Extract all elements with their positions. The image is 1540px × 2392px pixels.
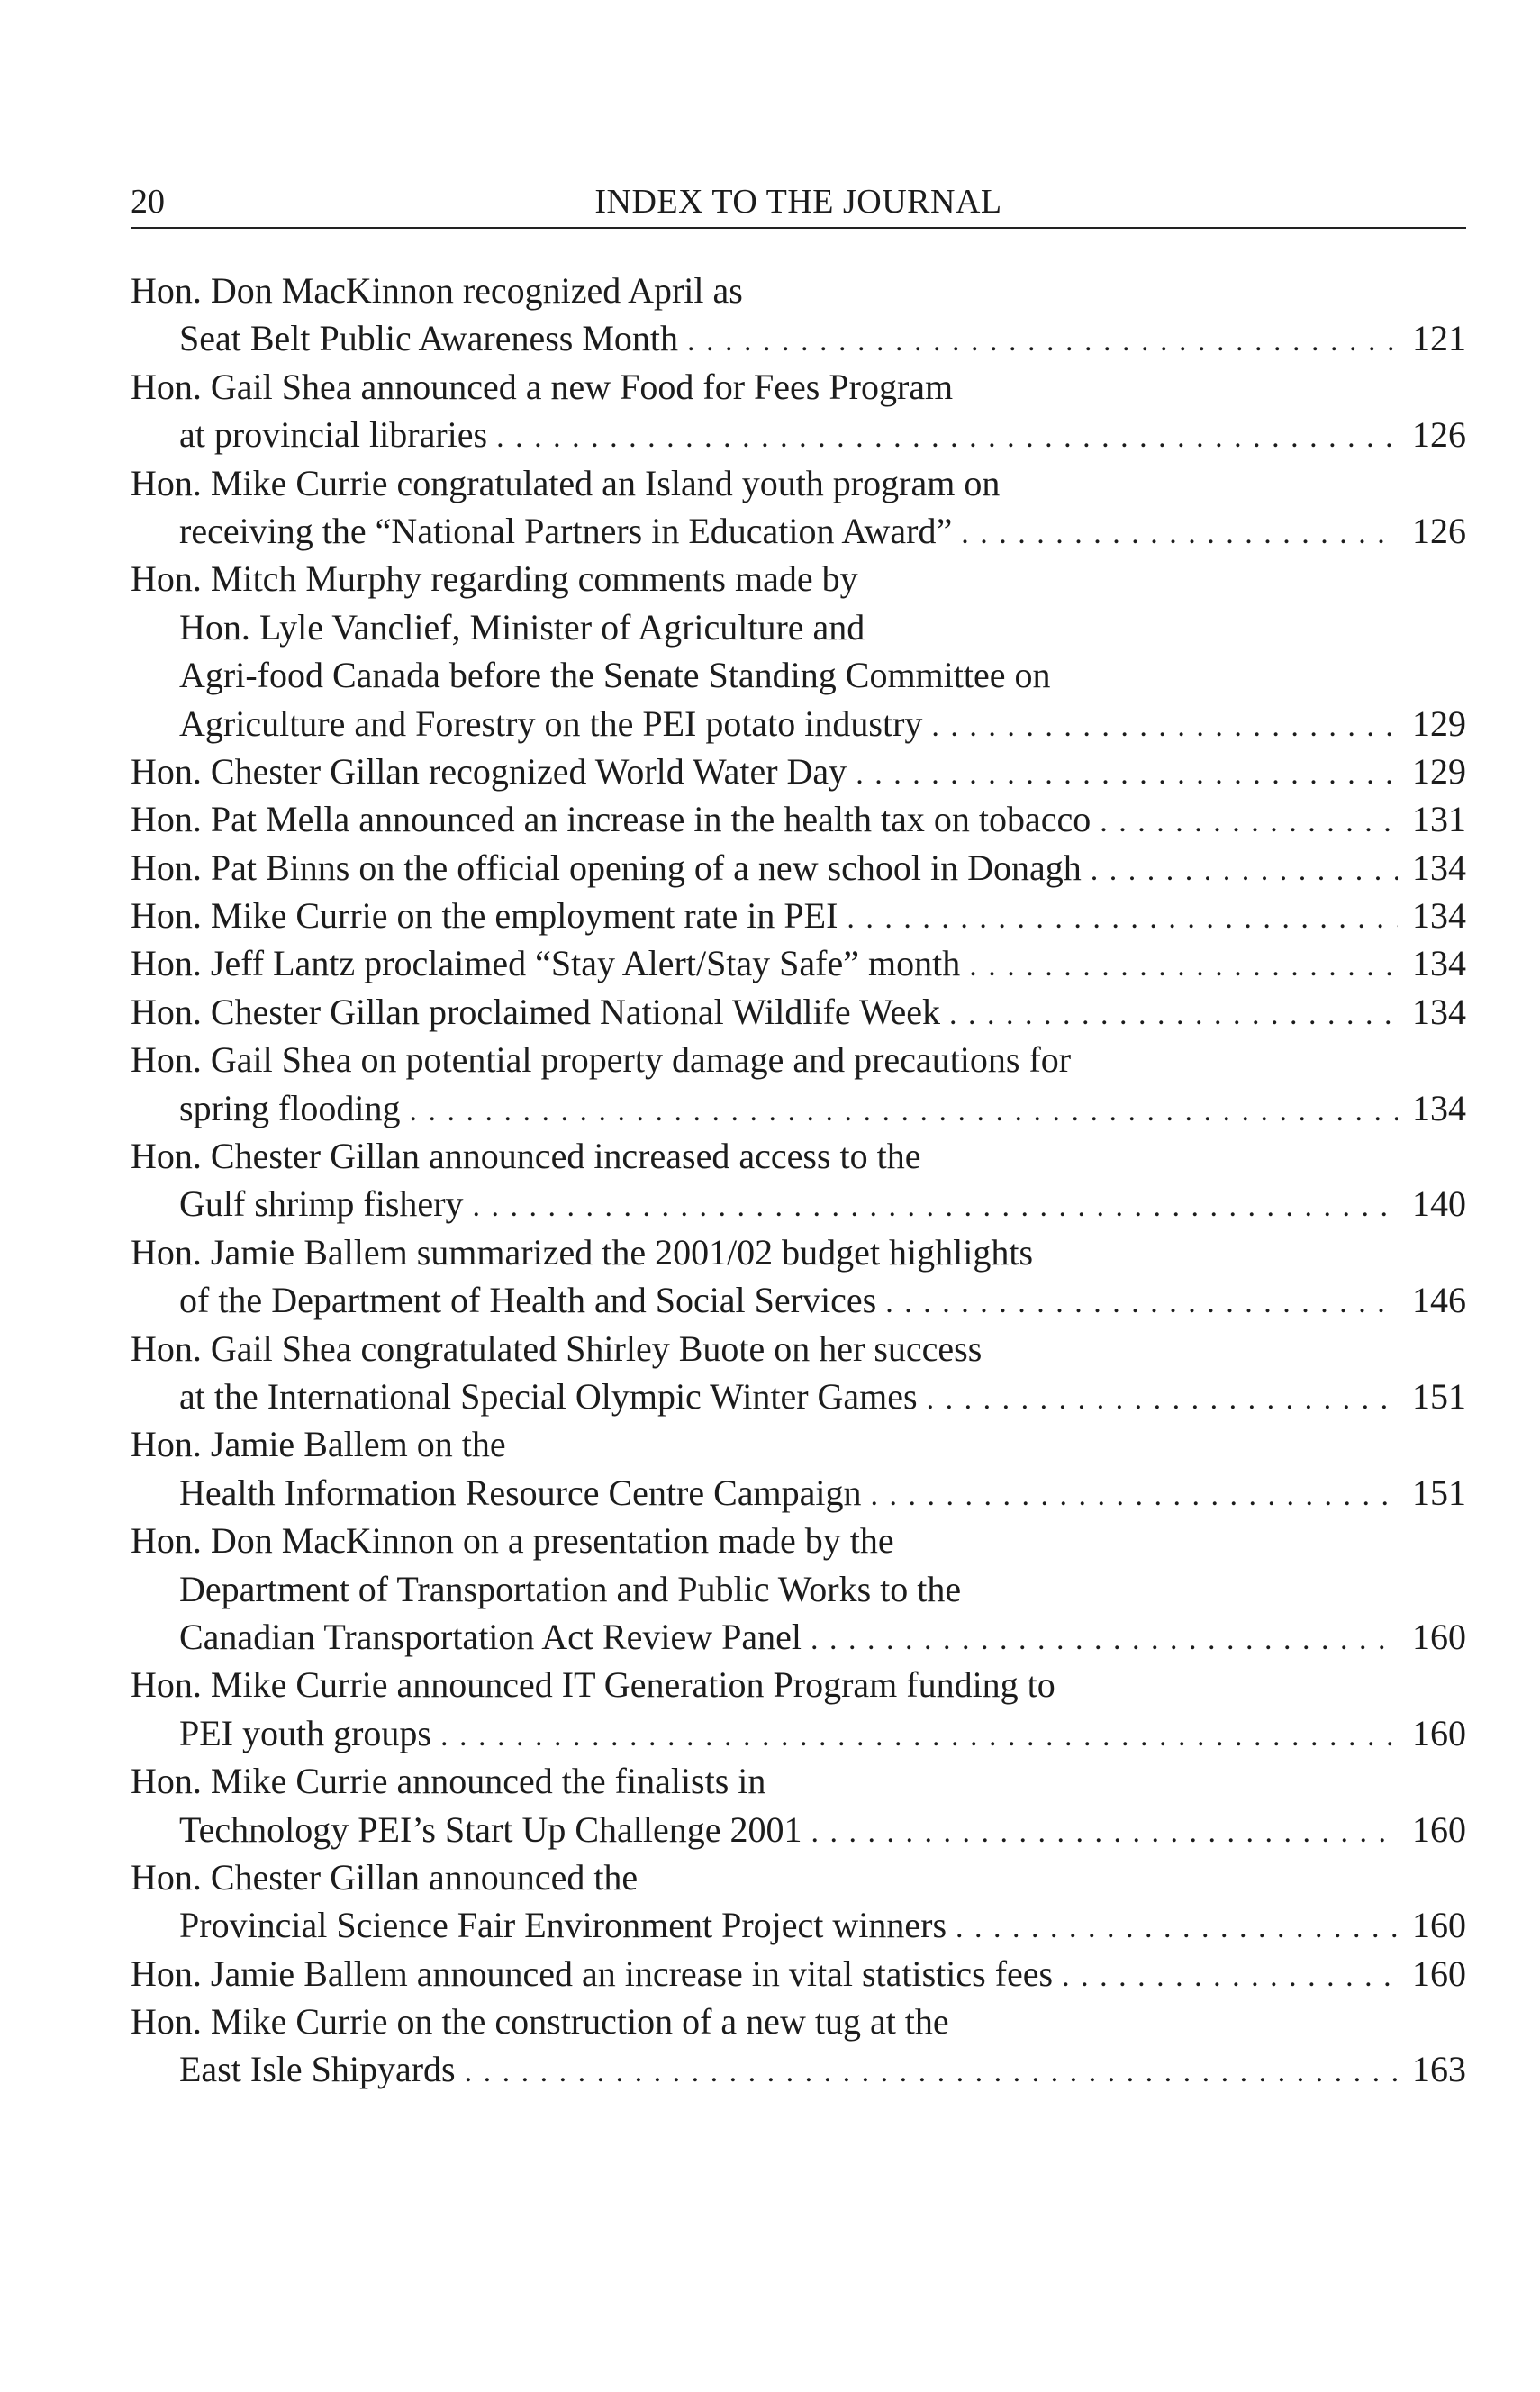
entry-continuation-line bbox=[131, 651, 1466, 699]
page-reference: 126 bbox=[1412, 510, 1466, 551]
entry-text: Agriculture and Forestry on the PEI potato industry bbox=[179, 702, 923, 744]
dot-leader bbox=[856, 750, 1398, 795]
entry-text: PEI youth groups bbox=[179, 1712, 431, 1753]
dot-leader bbox=[410, 1087, 1398, 1132]
page-reference: 160 bbox=[1412, 1808, 1466, 1850]
dot-leader bbox=[847, 894, 1398, 939]
entry-first-line bbox=[131, 844, 1466, 892]
page-reference: 131 bbox=[1412, 799, 1466, 840]
entry-text: Hon. Mike Currie on the employment rate in PEI bbox=[131, 895, 838, 937]
entry-text: Hon. Jeff Lantz proclaimed “Stay Alert/Stay Safe” month bbox=[131, 943, 961, 984]
entry-continuation-line bbox=[131, 1084, 1466, 1132]
entry-first-line bbox=[131, 795, 1466, 843]
entry-text: at the International Special Olympic Winter Games bbox=[179, 1375, 918, 1417]
page-reference: 126 bbox=[1412, 414, 1466, 456]
entry-text: East Isle Shipyards bbox=[179, 2049, 456, 2090]
entry-text: Hon. Mike Currie on the construction of a new tug at the bbox=[131, 2001, 949, 2043]
entry-text: Hon. Gail Shea announced a new Food for Fees Program bbox=[131, 366, 954, 407]
entry-first-line bbox=[131, 939, 1466, 987]
index-entry bbox=[131, 1998, 1466, 2094]
dot-leader bbox=[961, 510, 1398, 555]
entry-text: Hon. Mike Currie announced the finalists in bbox=[131, 1761, 766, 1802]
entry-continuation-line bbox=[131, 603, 1466, 651]
entry-first-line bbox=[131, 1420, 1466, 1468]
entry-text: Department of Transportation and Public Works to the bbox=[179, 1568, 962, 1609]
dot-leader bbox=[496, 413, 1398, 458]
page-reference: 134 bbox=[1412, 895, 1466, 937]
page-reference: 121 bbox=[1412, 318, 1466, 359]
index-entry bbox=[131, 844, 1466, 892]
entry-first-line bbox=[131, 988, 1466, 1036]
entry-text: Hon. Jamie Ballem announced an increase in vital statistics fees bbox=[131, 1953, 1054, 1994]
page-reference: 129 bbox=[1412, 750, 1466, 792]
entry-text: Hon. Chester Gillan announced the bbox=[131, 1856, 639, 1898]
index-entry bbox=[131, 892, 1466, 939]
entry-text: Hon. Lyle Vanclief, Minister of Agriculture and bbox=[179, 606, 865, 648]
entry-first-line bbox=[131, 1228, 1466, 1276]
entry-text: Hon. Chester Gillan recognized World Water Day bbox=[131, 750, 847, 792]
page-reference: 129 bbox=[1412, 702, 1466, 744]
index-entry bbox=[131, 267, 1466, 363]
dot-leader bbox=[440, 1712, 1398, 1757]
page-reference: 134 bbox=[1412, 943, 1466, 984]
entry-text: Seat Belt Public Awareness Month bbox=[179, 318, 679, 359]
dot-leader bbox=[949, 991, 1398, 1036]
entry-first-line bbox=[131, 1998, 1466, 2045]
index-entry bbox=[131, 1661, 1466, 1757]
entry-text: Canadian Transportation Act Review Panel bbox=[179, 1616, 802, 1657]
index-entry bbox=[131, 1132, 1466, 1228]
entry-first-line bbox=[131, 748, 1466, 795]
entry-text: Hon. Mike Currie announced IT Generation Program funding to bbox=[131, 1664, 1055, 1706]
dot-leader bbox=[465, 2048, 1398, 2093]
entry-continuation-line bbox=[131, 1613, 1466, 1661]
entry-text: Hon. Pat Binns on the official opening of a new school in Donagh bbox=[131, 847, 1082, 888]
entry-continuation-line bbox=[131, 1806, 1466, 1853]
entry-continuation-line bbox=[131, 1469, 1466, 1517]
index-entry bbox=[131, 459, 1466, 556]
entry-text: Hon. Don MacKinnon on a presentation made by the bbox=[131, 1520, 894, 1562]
entry-first-line bbox=[131, 1132, 1466, 1180]
entry-text: Technology PEI’s Start Up Challenge 2001 bbox=[179, 1808, 802, 1850]
dot-leader bbox=[927, 1375, 1398, 1420]
dot-leader bbox=[956, 1904, 1398, 1949]
dot-leader bbox=[687, 317, 1398, 362]
entry-text: at provincial libraries bbox=[179, 414, 488, 456]
entry-text: Hon. Jamie Ballem summarized the 2001/02 budget highlights bbox=[131, 1231, 1034, 1273]
index-entry-list bbox=[131, 267, 1466, 2094]
page-reference: 160 bbox=[1412, 1953, 1466, 1994]
index-entry bbox=[131, 1757, 1466, 1853]
dot-leader bbox=[811, 1808, 1398, 1853]
page-reference: 146 bbox=[1412, 1280, 1466, 1321]
entry-continuation-line bbox=[131, 700, 1466, 748]
entry-text: spring flooding bbox=[179, 1087, 401, 1128]
entry-first-line bbox=[131, 1517, 1466, 1564]
dot-leader bbox=[811, 1616, 1398, 1661]
page-reference: 163 bbox=[1412, 2049, 1466, 2090]
page-reference: 160 bbox=[1412, 1905, 1466, 1946]
dot-leader bbox=[1100, 798, 1398, 843]
page-reference: 151 bbox=[1412, 1375, 1466, 1417]
index-entry bbox=[131, 555, 1466, 748]
dot-leader bbox=[871, 1472, 1398, 1517]
entry-text: Hon. Don MacKinnon recognized April as bbox=[131, 270, 743, 311]
index-entry bbox=[131, 1853, 1466, 1950]
page-reference: 134 bbox=[1412, 1087, 1466, 1128]
entry-text: receiving the “National Partners in Education Award” bbox=[179, 510, 953, 551]
entry-continuation-line bbox=[131, 2045, 1466, 2093]
page-reference: 160 bbox=[1412, 1712, 1466, 1753]
entry-continuation-line bbox=[131, 314, 1466, 362]
page-header bbox=[131, 177, 1466, 229]
entry-continuation-line bbox=[131, 1709, 1466, 1757]
page-reference: 134 bbox=[1412, 847, 1466, 888]
index-entry bbox=[131, 1420, 1466, 1517]
entry-first-line bbox=[131, 1950, 1466, 1998]
dot-leader bbox=[1062, 1953, 1398, 1998]
entry-text: Hon. Gail Shea congratulated Shirley Buote on her success bbox=[131, 1327, 983, 1369]
entry-first-line bbox=[131, 1853, 1466, 1901]
entry-continuation-line bbox=[131, 1180, 1466, 1228]
entry-text: of the Department of Health and Social Services bbox=[179, 1280, 877, 1321]
dot-leader bbox=[473, 1182, 1398, 1228]
entry-text: Provincial Science Fair Environment Project winners bbox=[179, 1905, 947, 1946]
page-reference: 140 bbox=[1412, 1183, 1466, 1225]
entry-continuation-line bbox=[131, 507, 1466, 555]
entry-continuation-line bbox=[131, 1565, 1466, 1613]
entry-first-line bbox=[131, 363, 1466, 411]
entry-text: Hon. Jamie Ballem on the bbox=[131, 1424, 506, 1465]
entry-first-line bbox=[131, 1325, 1466, 1373]
entry-text: Health Information Resource Centre Campaign bbox=[179, 1472, 862, 1513]
entry-first-line bbox=[131, 267, 1466, 314]
entry-first-line bbox=[131, 1661, 1466, 1708]
dot-leader bbox=[931, 702, 1398, 748]
entry-continuation-line bbox=[131, 1901, 1466, 1949]
entry-text: Hon. Chester Gillan proclaimed National Wildlife Week bbox=[131, 991, 941, 1032]
entry-first-line bbox=[131, 1757, 1466, 1805]
page-reference: 134 bbox=[1412, 991, 1466, 1032]
entry-continuation-line bbox=[131, 1373, 1466, 1420]
index-entry bbox=[131, 795, 1466, 843]
entry-text: Hon. Gail Shea on potential property damage and precautions for bbox=[131, 1039, 1072, 1081]
entry-first-line bbox=[131, 892, 1466, 939]
entry-first-line bbox=[131, 555, 1466, 603]
entry-text: Agri-food Canada before the Senate Standing Committee on bbox=[179, 655, 1051, 696]
dot-leader bbox=[969, 942, 1398, 987]
page-reference: 160 bbox=[1412, 1616, 1466, 1657]
entry-continuation-line bbox=[131, 1276, 1466, 1324]
index-entry bbox=[131, 1036, 1466, 1132]
page-reference: 151 bbox=[1412, 1472, 1466, 1513]
entry-first-line bbox=[131, 1036, 1466, 1083]
dot-leader bbox=[1091, 847, 1398, 892]
entry-text: Hon. Mike Currie congratulated an Island youth program on bbox=[131, 462, 1001, 503]
entry-text: Hon. Chester Gillan announced increased access to the bbox=[131, 1136, 921, 1177]
index-entry bbox=[131, 363, 1466, 459]
dot-leader bbox=[885, 1279, 1398, 1324]
entry-text: Hon. Pat Mella announced an increase in the health tax on tobacco bbox=[131, 799, 1092, 840]
entry-continuation-line bbox=[131, 411, 1466, 458]
entry-text: Hon. Mitch Murphy regarding comments made by bbox=[131, 558, 858, 600]
index-entry bbox=[131, 1950, 1466, 1998]
running-title: INDEX TO THE JOURNAL bbox=[594, 183, 1002, 221]
index-entry bbox=[131, 988, 1466, 1036]
index-entry bbox=[131, 1325, 1466, 1421]
page-number: 20 bbox=[131, 183, 165, 221]
index-entry bbox=[131, 748, 1466, 795]
index-entry bbox=[131, 1228, 1466, 1325]
index-entry bbox=[131, 1517, 1466, 1661]
entry-first-line bbox=[131, 459, 1466, 507]
entry-text: Gulf shrimp fishery bbox=[179, 1183, 464, 1225]
index-entry bbox=[131, 939, 1466, 987]
